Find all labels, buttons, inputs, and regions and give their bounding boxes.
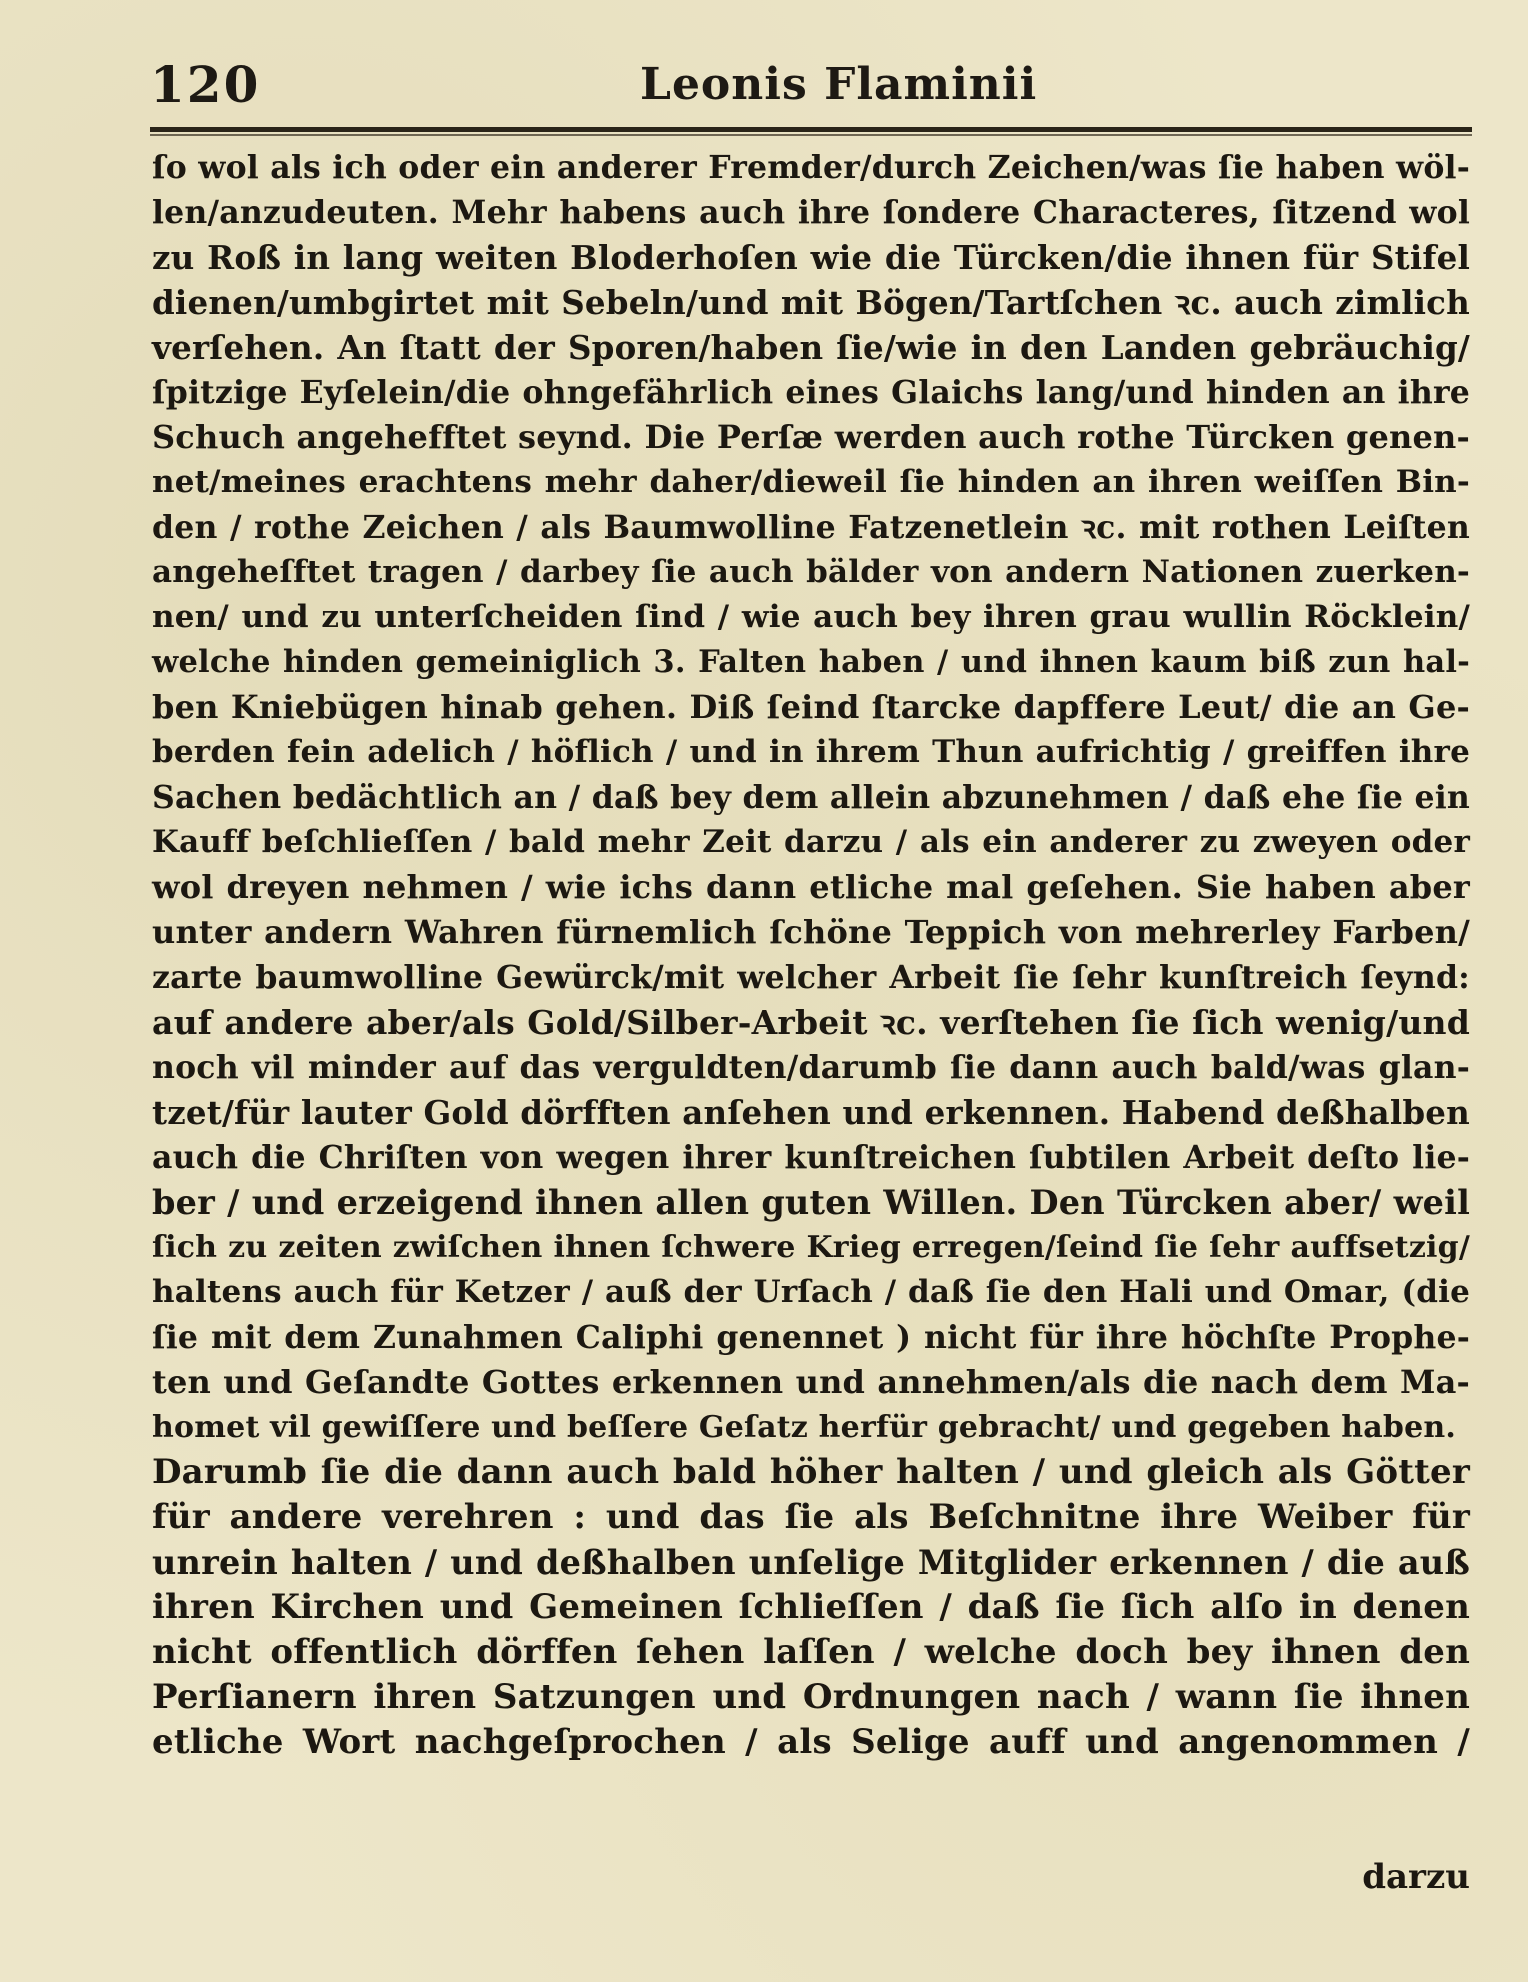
text-line: noch vil minder auf das verguldten/darumb ſie dann auch bald/was glan-: [152, 1049, 1470, 1086]
text-line: Perſianern ihren Satzungen und Ordnungen nach / wann ſie ihnen: [152, 1677, 1470, 1717]
text-line: unter andern Wahren fürnemlich ſchöne Teppich von mehrerley Farben/: [152, 913, 1470, 951]
text-line: zu Roß in lang weiten Bloderhoſen wie die Türcken/die ihnen für Stifel: [152, 238, 1470, 277]
text-line: Kauff beſchlieſſen / bald mehr Zeit darzu / als ein anderer zu zweyen oder: [152, 824, 1470, 860]
text-line: ihren Kirchen und Gemeinen ſchlieſſen / daß ſie ſich alſo in denen: [152, 1587, 1470, 1627]
text-line: nicht offentlich dörffen ſehen laſſen / welche doch bey ihnen den: [152, 1632, 1470, 1672]
text-line: wol dreyen nehmen / wie ichs dann etliche mal geſehen. Sie haben aber: [152, 868, 1470, 906]
text-line: Sachen bedächtlich an / daß bey dem allein abzunehmen / daß ehe ſie ein: [152, 779, 1470, 816]
header-rule-thin: [150, 134, 1472, 136]
body-text: [152, 145, 1470, 1765]
text-line: den / rothe Zeichen / als Baumwolline Fatzenetlein ꝛc. mit rothen Leiſten: [152, 509, 1470, 546]
text-line: unrein halten / und deßhalben unſelige Mitglider erkennen / die auß: [152, 1543, 1470, 1582]
text-line: für andere verehren : und das ſie als Beſchnitne ihre Weiber für: [152, 1497, 1470, 1537]
page-number: 120: [150, 55, 261, 114]
text-line: berden fein adelich / höflich / und in ihrem Thun aufrichtig / greiffen ihre: [152, 734, 1470, 770]
running-head: Leonis Flaminii: [640, 59, 1038, 110]
text-line: homet vil gewiſſere und beſſere Geſatz herfür gebracht/ und gegeben haben.: [152, 1410, 1457, 1445]
header-rule: [150, 127, 1472, 132]
text-line: welche hinden gemeiniglich 3. Falten haben / und ihnen kaum biß zun hal-: [152, 644, 1470, 680]
text-line: zarte baumwolline Gewürck/mit welcher Arbeit ſie ſehr kunſtreich ſeynd:: [152, 959, 1470, 996]
text-line: ben Kniebügen hinab gehen. Diß ſeind ſtarcke dapffere Leut/ die an Ge-: [152, 688, 1470, 726]
text-line: ſich zu zeiten zwiſchen ihnen ſchwere Krieg erregen/ſeind ſie ſehr auffsetzig/: [152, 1230, 1470, 1265]
text-line: auch die Chriſten von wegen ihrer kunſtreichen ſubtilen Arbeit deſto lie-: [152, 1139, 1470, 1176]
page-header: [150, 55, 1470, 125]
text-line: ſo wol als ich oder ein anderer Fremder/durch Zeichen/was ſie haben wöl-: [152, 149, 1470, 186]
text-line: ten und Geſandte Gottes erkennen und annehmen/als die nach dem Ma-: [152, 1363, 1470, 1401]
text-line: nen/ und zu unterſcheiden ſind / wie auch bey ihren grau wullin Röcklein/: [152, 599, 1470, 635]
text-line: ſpitzige Eyſelein/die ohngefährlich eines Glaichs lang/und hinden an ihre: [152, 374, 1470, 411]
catchword: darzu: [1362, 1857, 1470, 1897]
text-line: etliche Wort nachgeſprochen / als Selige auff und angenommen /: [152, 1722, 1470, 1762]
text-line: ber / und erzeigend ihnen allen guten Willen. Den Türcken aber/ weil: [152, 1183, 1470, 1222]
text-line: angeheſftet tragen / darbey ſie auch bälder von andern Nationen zuerken-: [152, 554, 1470, 590]
text-line: haltens auch für Ketzer / auß der Urſach / daß ſie den Hali und Omar, (die: [152, 1274, 1470, 1310]
text-line: Schuch angehefftet seynd. Die Perſæ werden auch rothe Türcken genen-: [152, 418, 1470, 456]
text-line: Darumb ſie die dann auch bald höher halten / und gleich als Götter: [152, 1452, 1470, 1492]
text-line: verſehen. An ſtatt der Sporen/haben ſie/wie in den Landen gebräuchig/: [152, 328, 1470, 367]
text-line: net/meines erachtens mehr daher/dieweil ſie hinden an ihren weiſſen Bin-: [152, 464, 1470, 500]
text-line: auf andere aber/als Gold/Silber-Arbeit ꝛc. verſtehen ſie ſich wenig/und: [152, 1003, 1470, 1042]
text-line: len/anzudeuten. Mehr habens auch ihre ſondere Characteres, ſitzend wol: [152, 194, 1470, 231]
text-line: ſie mit dem Zunahmen Caliphi genennet ) nicht für ihre höchſte Prophe-: [152, 1319, 1470, 1356]
text-line: dienen/umbgirtet mit Sebeln/und mit Bögen/Tartſchen ꝛc. auch zimlich: [152, 283, 1470, 322]
text-line: tzet/für lauter Gold dörfften anſehen und erkennen. Habend deßhalben: [152, 1093, 1470, 1132]
